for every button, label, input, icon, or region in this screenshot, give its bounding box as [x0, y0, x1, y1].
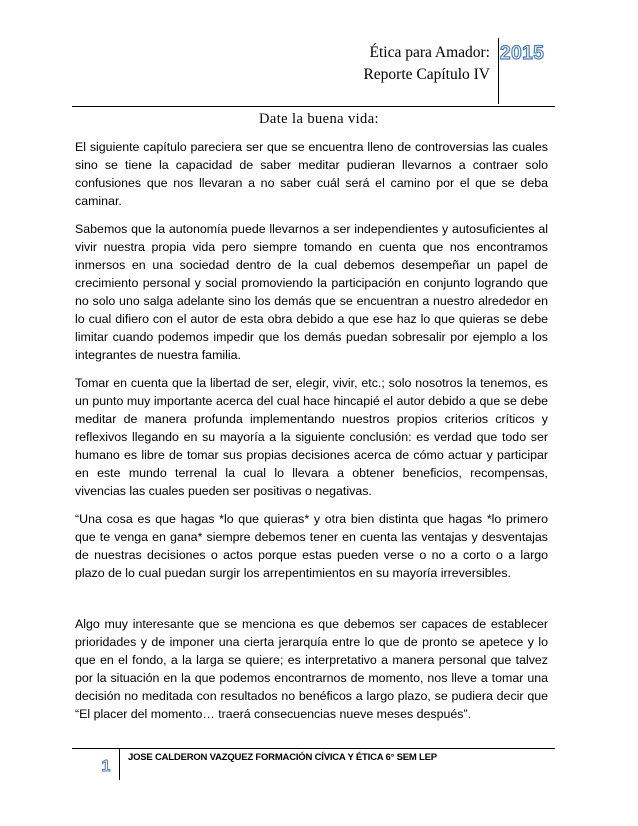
document-title: Date la buena vida: — [259, 111, 379, 127]
paragraph: Algo muy interesante que se menciona es que debemos ser capaces de establecer prioridades y de imponer una cierta jerarquía entre lo que de pronto se apetece y lo que en el fondo, a la larga se quiere; es interpretativo a manera personal que talvez por la situación en la que podemos encontrarnos de momento, nos lleve a tomar una decisión no meditada con resultados no benéficos a largo plazo, se pudiera decir que “El placer del momento… traerá consecuencias nueve meses después”. — [75, 617, 548, 721]
paragraph: El siguiente capítulo pareciera ser que se encuentra lleno de controversias las cuales sino se tiene la capacidad de saber meditar pudieran llevarnos a contraer solo confusiones que nos llevaran a no saber cuál será el camino por el que se deba caminar. — [75, 140, 548, 208]
paragraph: Tomar en cuenta que la libertad de ser, elegir, vivir, etc.; solo nosotros la tenemos, es un punto muy importante acerca del cual hace hincapié el autor debido a que se debe meditar de manera profunda implementando nuestros propios criterios críticos y reflexivos llegando en su mayoría a la siguiente conclusión: es verdad que todo ser humano es libre de tomar sus propias decisiones acerca de cómo actuar y participar en este mundo terrenal la cual lo llevara a obtener beneficios, recompensas, vivencias las cuales pueden ser positivas o negativas. — [75, 376, 548, 498]
footer-author-course: JOSE CALDERON VAZQUEZ FORMACIÓN CÍVICA Y ÉTICA 6° SEM LEP — [128, 752, 437, 763]
header-title-line1: Ética para Amador: — [369, 44, 490, 61]
document-header — [300, 38, 499, 104]
document-body — [75, 138, 548, 733]
header-title-line2: Reporte Capítulo IV — [363, 66, 490, 83]
paragraph: “Una cosa es que hagas *lo que quieras* y otra bien distinta que hagas *lo primero que te venga en gana* siempre debemos tener en cuenta las ventajas y desventajas de nuestras decisiones o actos porque estas pueden verse o no a corto o a largo plazo de lo cual puedan surgir los arrepentimientos en su mayoría irreversibles. — [75, 512, 548, 580]
footer-separator — [119, 748, 120, 780]
page-number: 1 — [101, 758, 111, 775]
footer-divider — [72, 748, 555, 749]
paragraph: Sabemos que la autonomía puede llevarnos a ser independientes y autosuficientes al vivir nuestra propia vida pero siempre tomando en cuenta que nos encontramos inmersos en una sociedad dentro de la cual debemos desempeñar un papel de crecimiento personal y social promoviendo la participación en conjunto logrando que no solo uno salga adelante sino los demás que se encuentran a nuestro alrededor en lo cual difiero con el autor de esta obra debido a que ese haz lo que quieras se debe limitar cuando podemos impedir que los demás puedan sobresalir por ejemplo a los integrantes de nuestra familia. — [75, 222, 548, 362]
header-divider — [72, 106, 555, 107]
header-year: 2015 — [500, 43, 545, 64]
